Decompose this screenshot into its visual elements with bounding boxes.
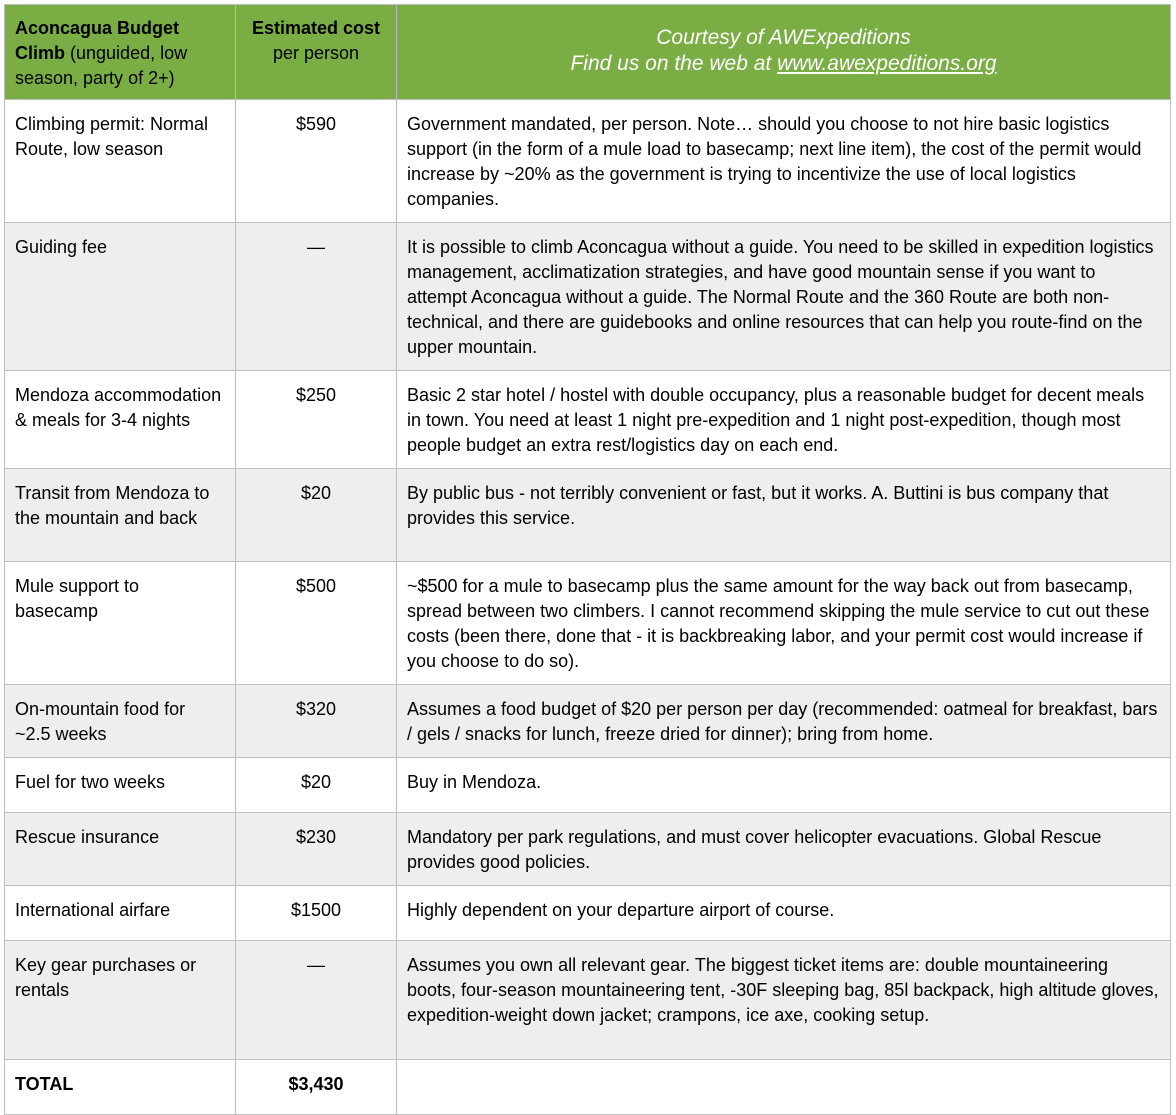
total-row: [5, 1060, 1171, 1115]
notes-cell: ~$500 for a mule to basecamp plus the same amount for the way back out from basecamp, spread between two climbers. I cannot recommend skipping the mule service to cut out these costs (been there, done that - it is backbreaking labor, and your permit cost would increase if you choose to do so).: [397, 562, 1171, 685]
total-label: TOTAL: [5, 1060, 236, 1115]
table-row: [5, 758, 1171, 813]
cost-cell: $590: [236, 100, 397, 223]
table-row: [5, 813, 1171, 886]
table-row: [5, 941, 1171, 1060]
header-item-cell: [5, 5, 236, 100]
cost-cell: $20: [236, 758, 397, 813]
notes-cell: Buy in Mendoza.: [397, 758, 1171, 813]
budget-table: [4, 4, 1171, 1115]
table-row: [5, 886, 1171, 941]
cost-cell: $320: [236, 685, 397, 758]
item-cell: Guiding fee: [5, 223, 236, 371]
cost-cell: $1500: [236, 886, 397, 941]
item-cell: International airfare: [5, 886, 236, 941]
notes-cell: It is possible to climb Aconcagua without a guide. You need to be skilled in expedition logistics management, acclimatization strategies, and have good mountain sense if you want to attempt Aconcagua without a guide. The Normal Route and the 360 Route are both non-technical, and there are guidebooks and online resources that can help you route-find on the upper mountain.: [397, 223, 1171, 371]
website-link[interactable]: www.awexpeditions.org: [777, 52, 997, 75]
header-cost-unit: per person: [272, 43, 360, 63]
notes-cell: Government mandated, per person. Note… should you choose to not hire basic logistics support (in the form of a mule load to basecamp; next line item), the cost of the permit would increase by ~20% as the government is trying to incentivize the use of local logistics companies.: [397, 100, 1171, 223]
item-cell: Fuel for two weeks: [5, 758, 236, 813]
table-row: [5, 371, 1171, 469]
table-header-row: [5, 5, 1171, 100]
item-cell: Climbing permit: Normal Route, low season: [5, 100, 236, 223]
header-title: Aconcagua Budget Climb: [15, 18, 180, 63]
credit-line: Courtesy of AWExpeditions: [656, 26, 911, 49]
notes-cell: By public bus - not terribly convenient or fast, but it works. A. Buttini is bus company that provides this service.: [397, 469, 1171, 562]
item-cell: Transit from Mendoza to the mountain and back: [5, 469, 236, 562]
table-row: [5, 685, 1171, 758]
cost-cell: —: [236, 941, 397, 1060]
table-row: [5, 469, 1171, 562]
table-row: [5, 223, 1171, 371]
item-cell: Key gear purchases or rentals: [5, 941, 236, 1060]
item-cell: Rescue insurance: [5, 813, 236, 886]
header-title-note: (unguided, low season, party of 2+): [15, 43, 188, 88]
item-cell: Mule support to basecamp: [5, 562, 236, 685]
header-cost-cell: [236, 5, 397, 100]
cost-cell: —: [236, 223, 397, 371]
cost-cell: $250: [236, 371, 397, 469]
header-credit-cell: [397, 5, 1171, 100]
table-row: [5, 562, 1171, 685]
notes-cell: Assumes a food budget of $20 per person per day (recommended: oatmeal for breakfast, bars / gels / snacks for lunch, freeze dried for dinner); bring from home.: [397, 685, 1171, 758]
notes-cell: Assumes you own all relevant gear. The biggest ticket items are: double mountaineering boots, four-season mountaineering tent, -30F sleeping bag, 85l backpack, high altitude gloves, expedition-weight down jacket; crampons, ice axe, cooking setup.: [397, 941, 1171, 1060]
table-row: [5, 100, 1171, 223]
notes-cell: Highly dependent on your departure airport of course.: [397, 886, 1171, 941]
cost-cell: $500: [236, 562, 397, 685]
cost-cell: $230: [236, 813, 397, 886]
total-notes: [397, 1060, 1171, 1115]
item-cell: Mendoza accommodation & meals for 3-4 nights: [5, 371, 236, 469]
notes-cell: Mandatory per park regulations, and must cover helicopter evacuations. Global Rescue provides good policies.: [397, 813, 1171, 886]
cost-cell: $20: [236, 469, 397, 562]
item-cell: On-mountain food for ~2.5 weeks: [5, 685, 236, 758]
notes-cell: Basic 2 star hotel / hostel with double occupancy, plus a reasonable budget for decent meals in town. You need at least 1 night pre-expedition and 1 night post-expedition, though most people budget an extra rest/logistics day on each end.: [397, 371, 1171, 469]
website-prefix: Find us on the web at: [570, 52, 778, 75]
total-cost: $3,430: [236, 1060, 397, 1115]
header-cost-title: Estimated cost: [251, 18, 381, 38]
